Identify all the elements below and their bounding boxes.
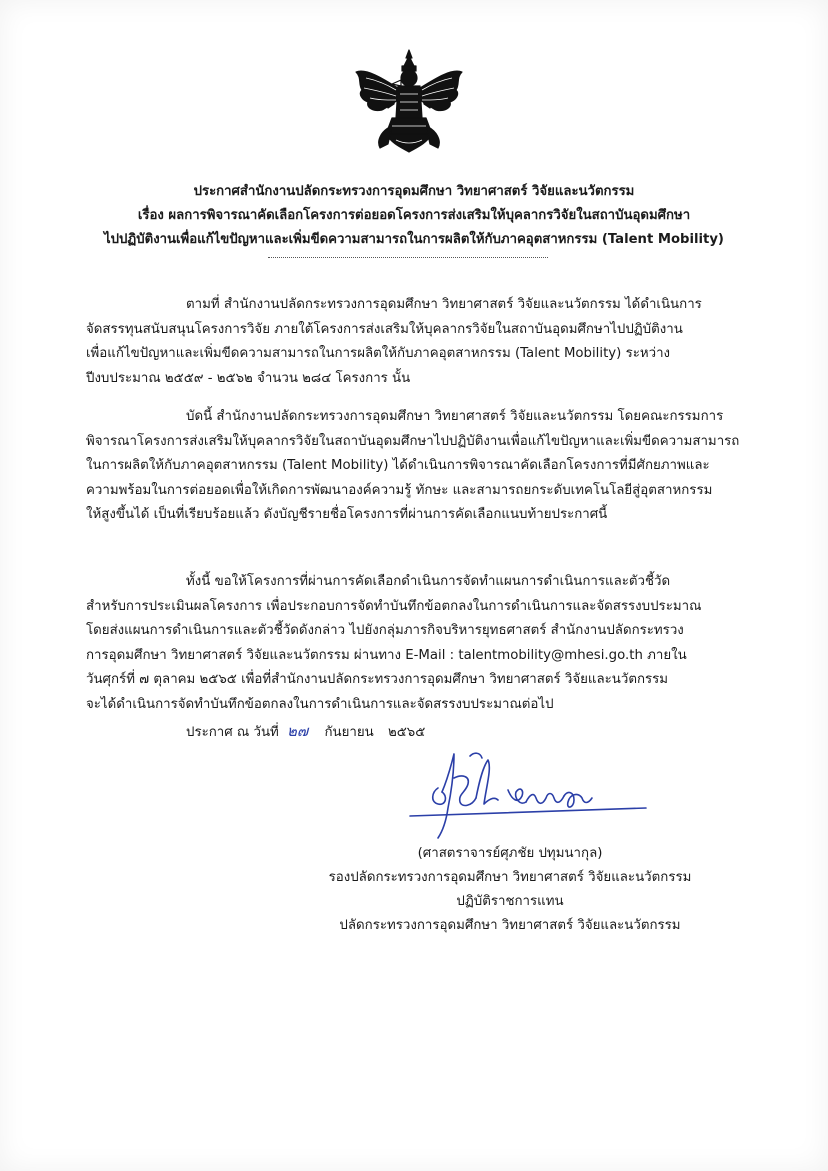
announcement-title <box>60 180 768 252</box>
title-line-issuer: ประกาศสำนักงานปลัดกระทรวงการอุดมศึกษา วิทยาศาสตร์ วิจัยและนวัตกรรม <box>193 184 635 199</box>
body-paragraph-2 <box>86 405 742 528</box>
paragraph-line: บัดนี้ สำนักงานปลัดกระทรวงการอุดมศึกษา วิทยาศาสตร์ วิจัยและนวัตกรรม โดยคณะกรรมการ <box>186 409 724 424</box>
date-month: กันยายน <box>324 725 374 740</box>
paragraph-line: ในการผลิตให้กับภาคอุตสาหกรรม (Talent Mobility) ได้ดำเนินการพิจารณาคัดเลือกโครงการที่มีศักยภาพและ <box>86 458 710 473</box>
signatory-position: รองปลัดกระทรวงการอุดมศึกษา วิทยาศาสตร์ วิจัยและนวัตกรรม <box>328 870 692 885</box>
title-divider <box>268 257 548 258</box>
paragraph-line: วันศุกร์ที่ ๗ ตุลาคม ๒๕๖๕ เพื่อที่สำนักงานปลัดกระทรวงการอุดมศึกษา วิทยาศาสตร์ วิจัยและนวัตกรรม <box>86 672 669 687</box>
paragraph-line: ทั้งนี้ ขอให้โครงการที่ผ่านการคัดเลือกดำเนินการจัดทำแผนการดำเนินการและตัวชี้วัด <box>186 574 671 589</box>
signatory-block <box>300 842 720 938</box>
signatory-acting-for: ปฏิบัติราชการแทน <box>456 894 564 909</box>
paragraph-line: จัดสรรทุนสนับสนุนโครงการวิจัย ภายใต้โครงการส่งเสริมให้บุคลากรวิจัยในสถาบันอุดมศึกษาไปปฏิบัติงาน <box>86 321 683 337</box>
announcement-date <box>186 719 425 743</box>
paragraph-line: โดยส่งแผนการดำเนินการและตัวชี้วัดดังกล่าว ไปยังกลุ่มภารกิจบริหารยุทธศาสตร์ สำนักงานปลัดกระทรวง <box>86 623 684 638</box>
handwritten-signature-icon <box>408 748 648 844</box>
title-line-subject: เรื่อง ผลการพิจารณาคัดเลือกโครงการต่อยอดโครงการส่งเสริมให้บุคลากรวิจัยในสถาบันอุดมศึกษา <box>137 208 691 223</box>
paragraph-line: ตามที่ สำนักงานปลัดกระทรวงการอุดมศึกษา วิทยาศาสตร์ วิจัยและนวัตกรรม ได้ดำเนินการ <box>186 297 702 312</box>
garuda-emblem-icon <box>352 48 466 160</box>
date-year: ๒๕๖๕ <box>387 725 426 740</box>
paragraph-line: ความพร้อมในการต่อยอดเพื่อให้เกิดการพัฒนาองค์ความรู้ ทักษะ และสามารถยกระดับเทคโนโลยีสู่อุตสาหกรรม <box>86 482 713 498</box>
paragraph-line: ให้สูงขึ้นได้ เป็นที่เรียบร้อยแล้ว ดังบัญชีรายชื่อโครงการที่ผ่านการคัดเลือกแนบท้ายประกาศนี้ <box>86 507 608 522</box>
paragraph-line: ปีงบประมาณ ๒๕๕๙ - ๒๕๖๒ จำนวน ๒๘๔ โครงการ นั้น <box>86 370 411 386</box>
body-paragraph-1 <box>86 293 742 391</box>
paragraph-line: สำหรับการประเมินผลโครงการ เพื่อประกอบการจัดทำบันทึกข้อตกลงในการดำเนินการและจัดสรรงบประมาณ <box>86 598 702 614</box>
signatory-principal: ปลัดกระทรวงการอุดมศึกษา วิทยาศาสตร์ วิจัยและนวัตกรรม <box>339 918 681 933</box>
date-day-handwritten: ๒๗ <box>287 722 309 740</box>
body-paragraph-3 <box>86 570 742 717</box>
paragraph-line: จะได้ดำเนินการจัดทำบันทึกข้อตกลงในการดำเนินการและจัดสรรงบประมาณต่อไป <box>86 696 554 712</box>
title-line-subject-cont: ไปปฏิบัติงานเพื่อแก้ไขปัญหาและเพิ่มขีดความสามารถในการผลิตให้กับภาคอุตสาหกรรม (Talent Mobility) <box>104 232 724 247</box>
date-prefix: ประกาศ ณ วันที่ <box>186 725 279 740</box>
paragraph-line: เพื่อแก้ไขปัญหาและเพิ่มขีดความสามารถในการผลิตให้กับภาคอุตสาหกรรม (Talent Mobility) ระหว่าง <box>86 346 671 361</box>
paragraph-line: การอุดมศึกษา วิทยาศาสตร์ วิจัยและนวัตกรรม ผ่านทาง E-Mail : talentmobility@mhesi.go.th ภายใน <box>86 647 687 663</box>
paragraph-line: พิจารณาโครงการส่งเสริมให้บุคลากรวิจัยในสถาบันอุดมศึกษาไปปฏิบัติงานเพื่อแก้ไขปัญหาและเพิ่มขีดความสามารถ <box>86 433 740 449</box>
signatory-name: (ศาสตราจารย์ศุภชัย ปทุมนากุล) <box>417 846 603 861</box>
